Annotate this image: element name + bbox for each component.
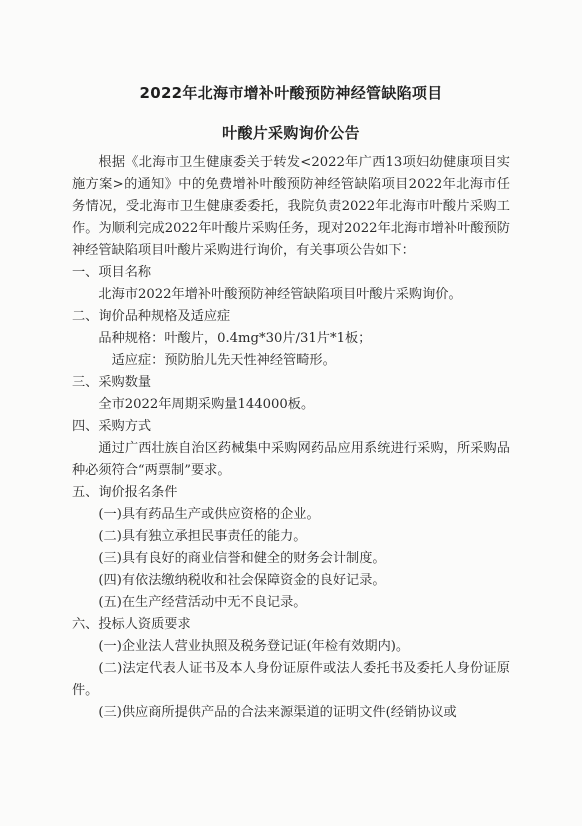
list-item: (三)具有良好的商业信誉和健全的财务会计制度。: [98, 551, 386, 566]
section-heading: 四、采购方式: [72, 419, 152, 434]
spec-line: 品种规格：叶酸片，0.4mg*30片/31片*1板；: [98, 331, 372, 346]
section-text: 全市2022年周期采购量144000板。: [98, 397, 315, 412]
list-item: (三)供应商所提供产品的合法来源渠道的证明文件(经销协议或: [98, 705, 457, 720]
document-subtitle: 叶酸片采购询价公告: [222, 124, 360, 142]
document-title: 2022年北海市增补叶酸预防神经管缺陷项目: [139, 84, 443, 102]
section-heading: 六、投标人资质要求: [72, 617, 191, 632]
list-item: (二)具有独立承担民事责任的能力。: [98, 529, 307, 544]
document-body: [72, 152, 510, 724]
section-text: 通过广西壮族自治区药械集中采购网药品应用系统进行采购，所采购品种必须符合“两票制”要求。: [72, 441, 510, 478]
list-item: (一)具有药品生产或供应资格的企业。: [98, 507, 320, 522]
list-item: (一)企业法人营业执照及税务登记证(年检有效期内)。: [98, 639, 410, 654]
list-item: (二)法定代表人证书及本人身份证原件或法人委托书及委托人身份证原件。: [72, 661, 510, 698]
section-heading: 五、询价报名条件: [72, 485, 178, 500]
indication-line: 适应症：预防胎儿先天性神经管畸形。: [111, 353, 336, 368]
list-item: (五)在生产经营活动中无不良记录。: [98, 595, 307, 610]
list-item: (四)有依法缴纳税收和社会保障资金的良好记录。: [98, 573, 386, 588]
section-heading: 二、询价品种规格及适应症: [72, 309, 231, 324]
section-heading: 一、项目名称: [72, 265, 152, 280]
section-heading: 三、采购数量: [72, 375, 152, 390]
section-text: 北海市2022年增补叶酸预防神经管缺陷项目叶酸片采购询价。: [98, 287, 462, 302]
intro-paragraph: 根据《北海市卫生健康委关于转发<2022年广西13项妇幼健康项目实施方案>的通知》中的免费增补叶酸预防神经管缺陷项目2022年北海市任务情况，受北海市卫生健康委委托，我院负责2022年北海市叶酸片采购工作。为顺利完成2022年叶酸片采购任务，现对2022年北海市增补叶酸预防神经管缺陷项目叶酸片采购进行询价，有关事项公告如下：: [72, 155, 510, 258]
